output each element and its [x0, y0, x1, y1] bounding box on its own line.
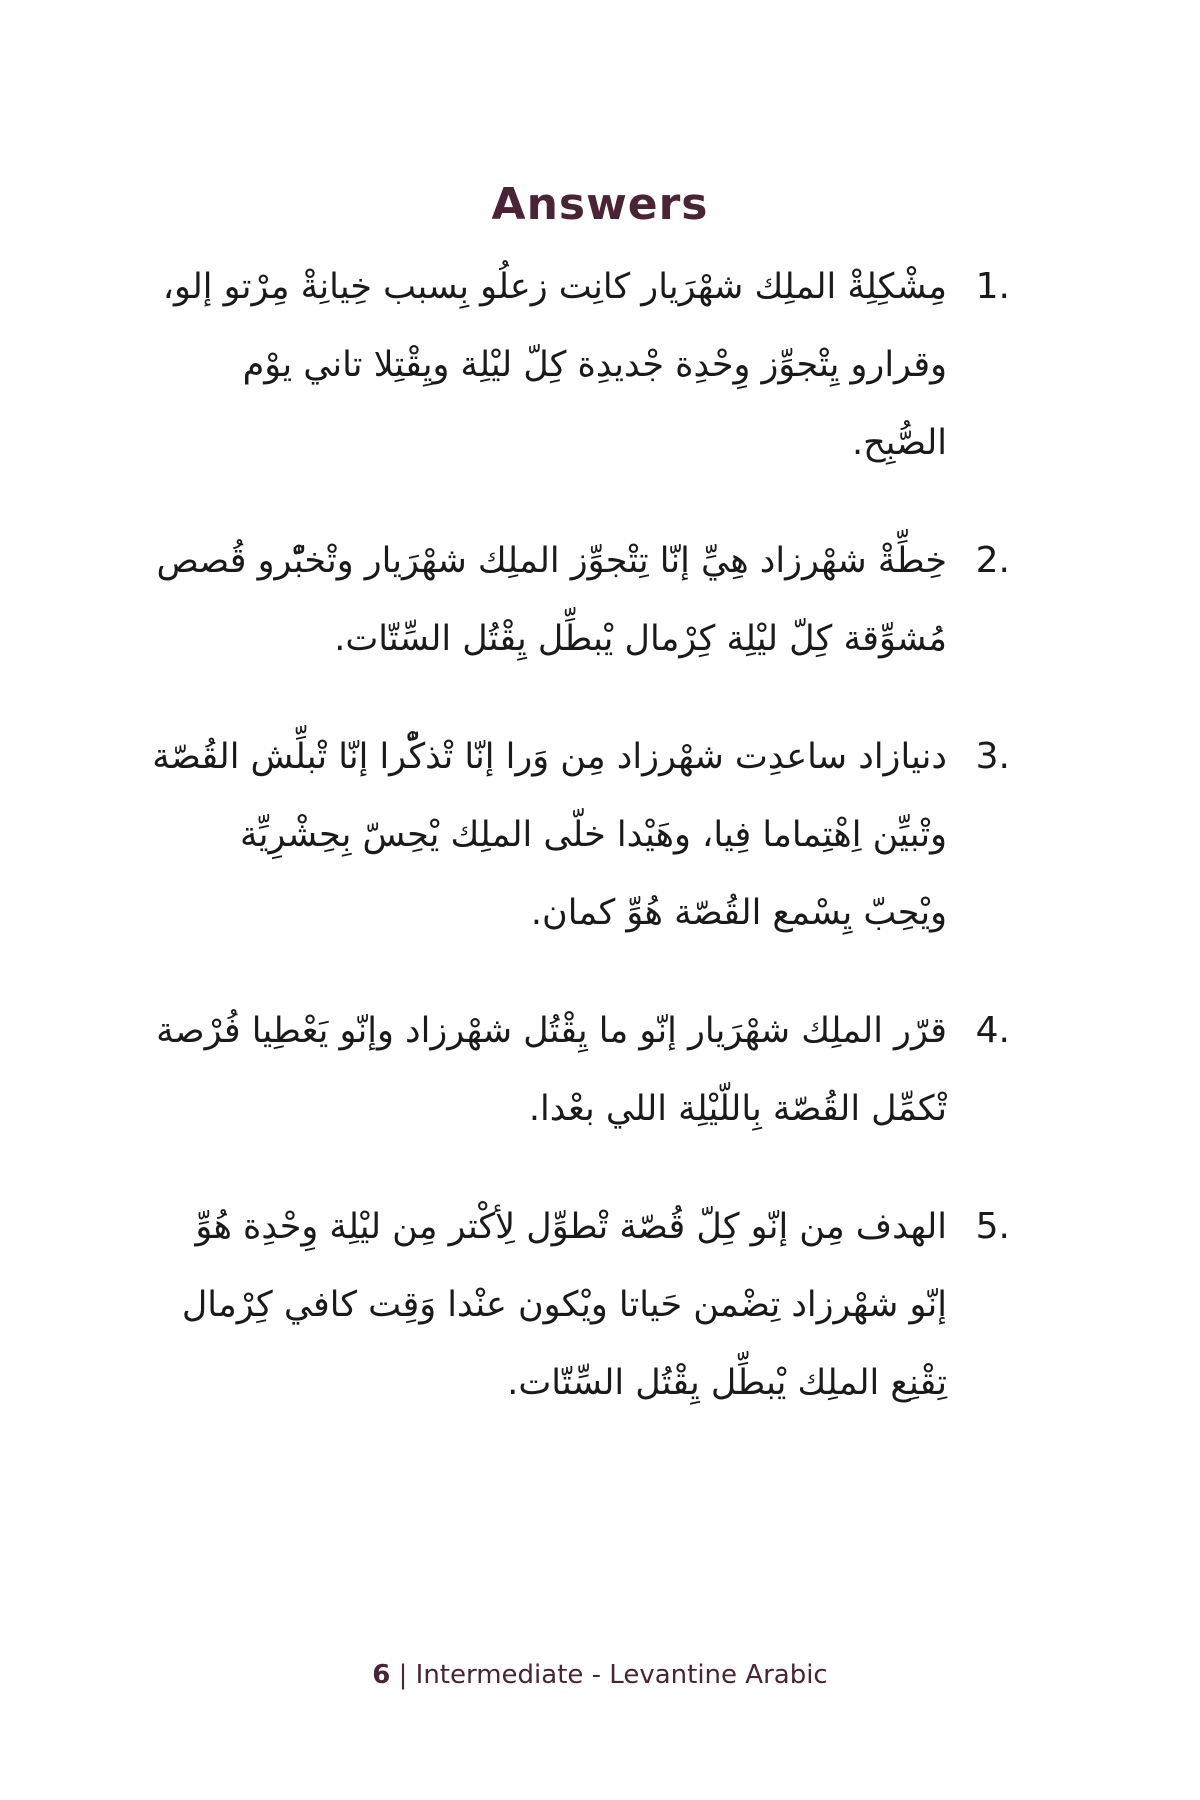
footer-book-label: Intermediate - Levantine Arabic [415, 1660, 828, 1690]
answer-text: مِشْكِلِةْ الملِك شهْرَيار كانِت زعلُو بِسبب خِيانِةْ مِرْتو إلو، وقرارو يِتْجوِّز وِحْدِة جْديدِة كِلّ ليْلِة ويِقْتِلا تاني يوْم الصُّبِح. [162, 267, 947, 463]
answer-item-5 [150, 1188, 1010, 1422]
answer-item-1 [150, 248, 1010, 482]
answer-number: 3. [975, 736, 1010, 777]
page-title: Answers [491, 179, 709, 231]
answer-item-2 [150, 522, 1010, 678]
answer-number: 4. [975, 1010, 1010, 1051]
answer-item-3 [150, 718, 1010, 952]
answer-item-4 [150, 992, 1010, 1148]
answer-text: قرّر الملِك شهْرَيار إنّو ما يِقْتُل شهْرزاد وإنّو يَعْطِيا فُرْصة تْكمِّل القُصّة بِاللّيْلِة اللي بعْدا. [156, 1011, 947, 1129]
page-footer [0, 1660, 1200, 1690]
answers-list [150, 248, 1010, 1462]
answer-number: 2. [975, 540, 1010, 581]
footer-page-number: 6 [372, 1660, 391, 1690]
answer-number: 5. [975, 1206, 1010, 1247]
answer-text: دنيازاد ساعدِت شهْرزاد مِن وَرا إنّا تْذكّْرا إنّا تْبلِّش القُصّة وتْبيِّن اِهْتِماما فِيا، وهَيْدا خلّى الملِك يْحِسّ بِحِشْرِيِّة ويْحِبّ يِسْمع القُصّة هُوِّ كمان. [152, 737, 947, 933]
answer-text: الهدف مِن إنّو كِلّ قُصّة تْطوِّل لِأكْتر مِن ليْلِة وِحْدِة هُوِّ إنّو شهْرزاد تِضْمن حَياتا ويْكون عنْدا وَقِت كافي كِرْمال تِقْنِع الملِك يْبطِّل يِقْتُل السِّتّات. [181, 1207, 947, 1403]
answer-number: 1. [975, 266, 1010, 307]
answer-text: خِطِّةْ شهْرزاد هِيِّ إنّا تِتْجوِّز الملِك شهْرَيار وتْخبّْرو قُصص مُشوِّقة كِلّ ليْلِة كِرْمال يْبطِّل يِقْتُل السِّتّات. [156, 541, 947, 659]
footer-separator: | [390, 1660, 416, 1690]
